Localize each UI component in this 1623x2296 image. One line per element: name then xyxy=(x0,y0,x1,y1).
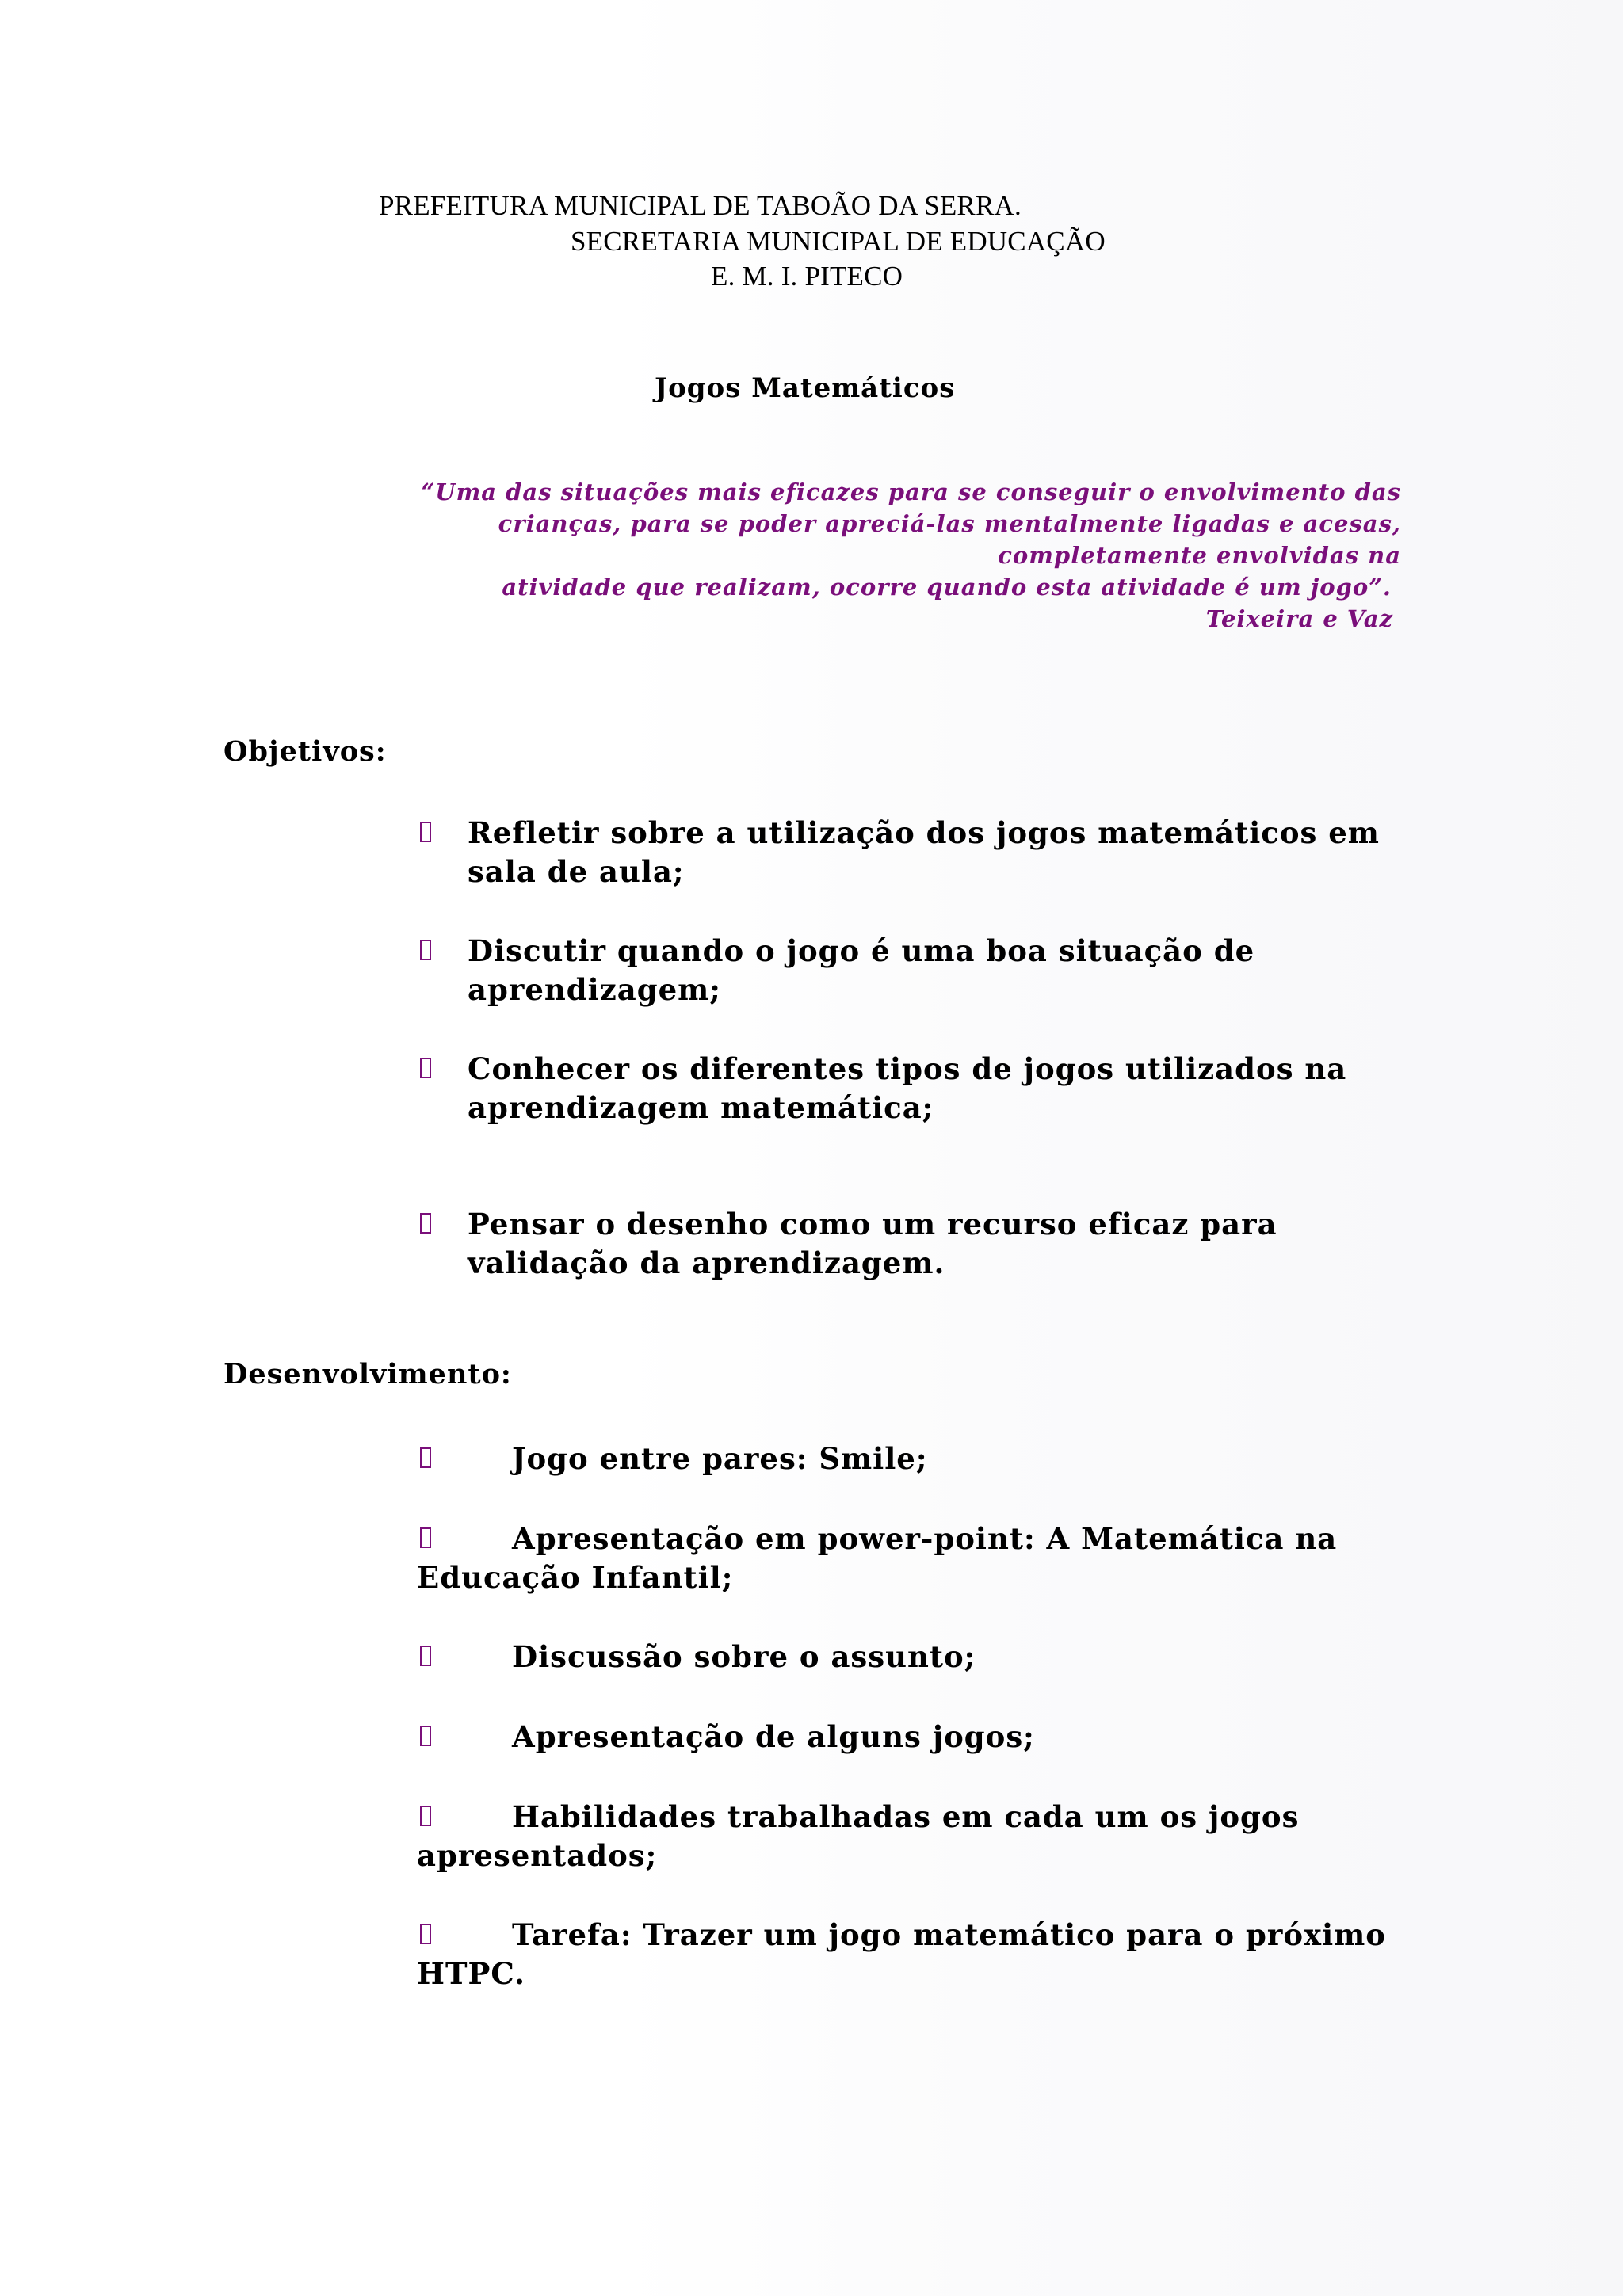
header-line-secretariat: SECRETARIA MUNICIPAL DE EDUCAÇÃO xyxy=(571,226,1106,257)
objetivos-item-1-line-1: Refletir sobre a utilização dos jogos matemáticos em xyxy=(468,815,1380,850)
desenvolvimento-item-2-line-1: Apresentação em power-point: A Matemática na xyxy=(512,1521,1338,1556)
desenvolvimento-item-1-line-1: Jogo entre pares: Smile; xyxy=(512,1441,928,1476)
quote-line-4: atividade que realizam, ocorre quando esta atividade é um jogo”. xyxy=(502,574,1392,601)
square-bullet-icon xyxy=(420,1924,431,1944)
desenvolvimento-item-5-line-2: apresentados; xyxy=(417,1838,658,1873)
square-bullet-icon xyxy=(420,822,431,842)
objetivos-item-4-line-2: validação da aprendizagem. xyxy=(468,1245,945,1280)
square-bullet-icon xyxy=(420,1806,431,1826)
square-bullet-icon xyxy=(420,1646,431,1666)
quote-line-1: “Uma das situações mais eficazes para se conseguir o envolvimento das xyxy=(421,479,1401,505)
desenvolvimento-item-6-line-1: Tarefa: Trazer um jogo matemático para o próximo xyxy=(512,1917,1386,1952)
objetivos-item-2-line-1: Discutir quando o jogo é uma boa situação de xyxy=(468,933,1255,968)
desenvolvimento-heading: Desenvolvimento: xyxy=(223,1358,512,1390)
objetivos-item-2-line-2: aprendizagem; xyxy=(468,972,721,1007)
page-title: Jogos Matemáticos xyxy=(655,372,956,404)
objetivos-item-4-line-1: Pensar o desenho como um recurso eficaz para xyxy=(468,1207,1277,1241)
square-bullet-icon xyxy=(420,940,431,960)
desenvolvimento-item-3-line-1: Discussão sobre o assunto; xyxy=(512,1639,976,1674)
quote-line-3: completamente envolvidas na xyxy=(998,542,1401,569)
square-bullet-icon xyxy=(420,1527,431,1548)
objetivos-item-3-line-1: Conhecer os diferentes tipos de jogos utilizados na xyxy=(468,1051,1347,1086)
objetivos-item-1-line-2: sala de aula; xyxy=(468,854,685,889)
desenvolvimento-item-6-line-2: HTPC. xyxy=(417,1956,525,1991)
desenvolvimento-item-4-line-1: Apresentação de alguns jogos; xyxy=(512,1719,1035,1754)
square-bullet-icon xyxy=(420,1447,431,1468)
header-line-municipality: PREFEITURA MUNICIPAL DE TABOÃO DA SERRA. xyxy=(379,190,1022,221)
desenvolvimento-item-5-line-1: Habilidades trabalhadas em cada um os jogos xyxy=(512,1799,1300,1834)
objetivos-heading: Objetivos: xyxy=(223,735,387,768)
objetivos-item-3-line-2: aprendizagem matemática; xyxy=(468,1090,934,1125)
square-bullet-icon xyxy=(420,1058,431,1078)
square-bullet-icon xyxy=(420,1726,431,1746)
quote-author: Teixeira e Vaz xyxy=(1205,605,1393,632)
desenvolvimento-item-2-line-2: Educação Infantil; xyxy=(417,1560,734,1595)
quote-line-2: crianças, para se poder apreciá-las mentalmente ligadas e acesas, xyxy=(498,510,1401,537)
header-line-school: E. M. I. PITECO xyxy=(711,261,903,292)
square-bullet-icon xyxy=(420,1213,431,1234)
